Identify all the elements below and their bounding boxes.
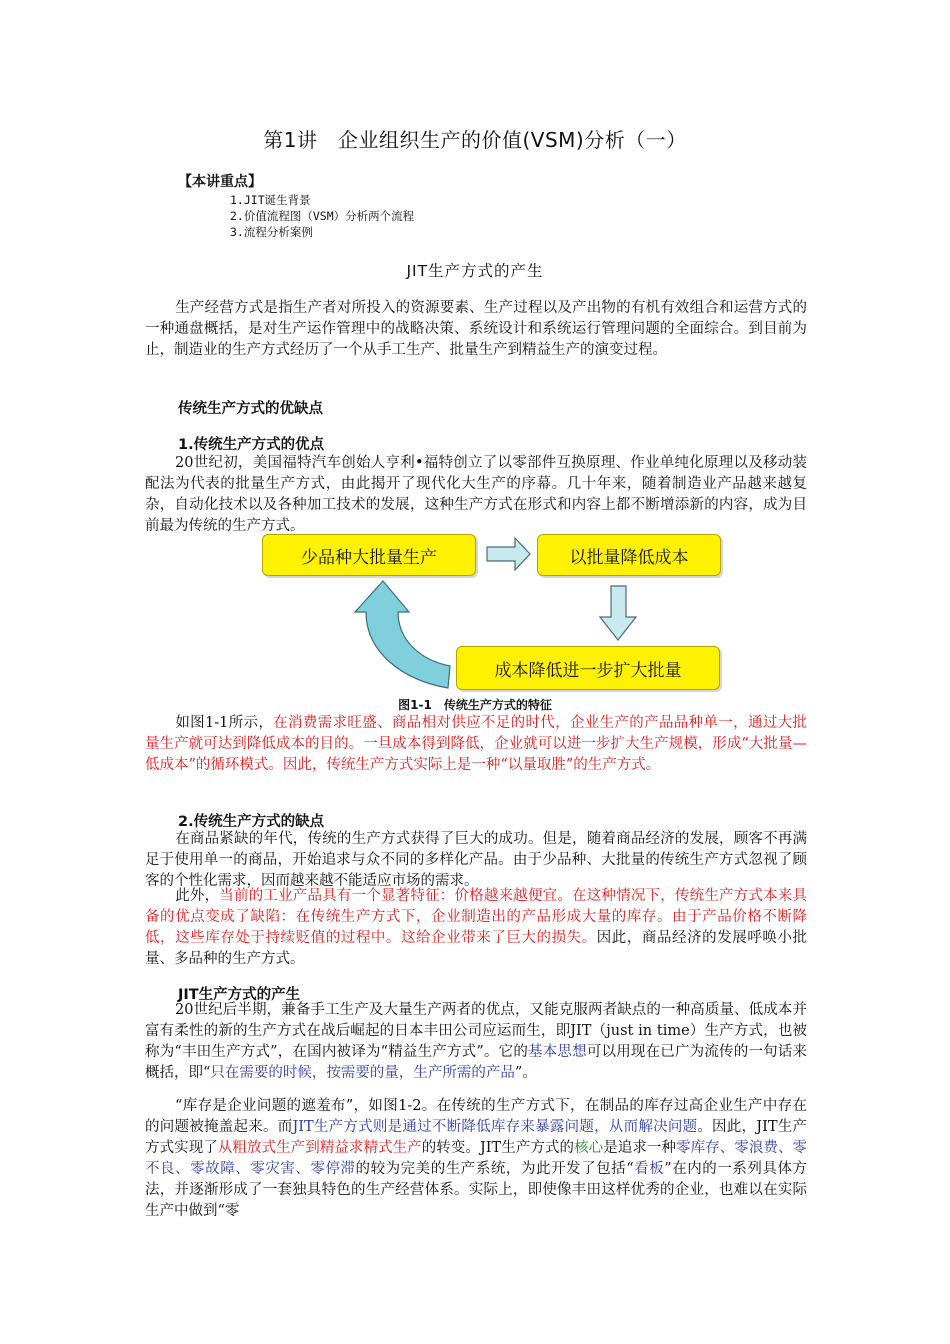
figure-paragraph xyxy=(145,713,807,776)
diagram-box-small-variety-mass-production: 少品种大批量生产 xyxy=(262,534,476,576)
heading-jit: JIT生产方式的产生 xyxy=(178,987,301,1003)
jit2-core: 核心 xyxy=(574,1140,604,1156)
jit2-highlight-d: 从粗放式生产到精益求精式生产 xyxy=(217,1140,422,1156)
jit-paragraph-1 xyxy=(145,1000,807,1084)
jit2-text-e: 的转变。JIT生产方式的 xyxy=(421,1140,575,1156)
disadvantages-tail: 因此，商品经济的发展呼唤小批量、多品种的生产方式。 xyxy=(145,930,808,967)
jit-text-e: ”。 xyxy=(514,1065,537,1081)
advantages-paragraph xyxy=(145,453,807,537)
jit-text-c: 可以用现在已广为流传的一句话来概括，即“ xyxy=(145,1044,808,1081)
figure-paragraph-lead: 如图1-1所示， xyxy=(175,715,274,731)
disadvantages-paragraph-1 xyxy=(145,829,807,892)
jit2-text-c: 。因此，JIT生产方式实现了 xyxy=(145,1119,807,1156)
heading-advantages: 1.传统生产方式的优点 xyxy=(178,437,325,453)
key-points-heading: 【本讲重点】 xyxy=(178,174,262,190)
jit2-text-a: “库存是企业问题的遮羞布”，如图1-2。在传统的生产方式下，在制品的库存过高企业生产中存在的问题被掩盖起来。而 xyxy=(145,1098,807,1135)
key-point-item: 1.JIT诞生背景 xyxy=(230,193,311,207)
jit-basic-idea: 基本思想 xyxy=(528,1044,587,1060)
disadvantages-paragraph-2 xyxy=(145,886,807,970)
heading-disadvantages: 2.传统生产方式的缺点 xyxy=(178,814,325,830)
disadvantages-text-1: 在商品紧缺的年代，传统的生产方式获得了巨大的成功。但是，随着商品经济的发展，顾客不再满足于使用单一的商品，开始追求与众不同的多样化产品。由于少品种、大批量的传统生产方式忽视了顾客的个性化需求，因而越来越不能适应市场的需求。 xyxy=(145,831,807,889)
jit2-text-i: 的较为完美的生产系统，为此开发了包括“ xyxy=(355,1161,634,1177)
jit2-zero-list: 零库存、零浪费、零不良、零故障、零灾害、零停滞 xyxy=(145,1140,808,1177)
right-arrow-icon xyxy=(487,538,530,570)
curved-return-arrow-icon xyxy=(355,581,450,688)
diagram-box-cost-reduction-expand-batch: 成本降低进一步扩大批量 xyxy=(456,646,720,690)
key-point-item: 2.价值流程图（VSM）分析两个流程 xyxy=(230,209,415,223)
jit2-text-g: 是追求一种 xyxy=(603,1140,677,1156)
section-title: JIT生产方式的产生 xyxy=(406,262,544,280)
diagram-box-lower-cost-by-batch: 以批量降低成本 xyxy=(537,534,721,576)
jit-quote: 只在需要的时候，按需要的量，生产所需的产品 xyxy=(210,1065,515,1081)
jit2-text-k: ”在内的一系列具体方法，并逐渐形成了一套独具特色的生产经营体系。实际上，即使像丰田这样优秀的企业，也难以在实际生产中做到“零 xyxy=(145,1161,808,1219)
intro-paragraph xyxy=(145,298,807,361)
jit2-kanban: 看板 xyxy=(633,1161,665,1177)
key-point-item: 3.流程分析案例 xyxy=(230,225,313,239)
disadvantages-highlight: 当前的工业产品具有一个显著特征：价格越来越便宜。在这种情况下，传统生产方式本来具备的优点变成了缺陷：在传统生产方式下，企业制造出的产品形成大量的库存。由于产品价格不断降低，这些库存处于持续贬值的过程中。这给企业带来了巨大的损失。 xyxy=(145,888,808,946)
jit-text-a: 20世纪后半期，兼备手工生产及大量生产两者的优点，又能克服两者缺点的一种高质量、低成本并富有柔性的新的生产方式在战后崛起的日本丰田公司应运而生，即JIT（just in time）生产方式，也被称为“丰田生产方式”，在国内被译为“精益生产方式”。它的 xyxy=(145,1002,807,1060)
figure-paragraph-highlight: 在消费需求旺盛、商品相对供应不足的时代，企业生产的产品品种单一，通过大批量生产就可达到降低成本的目的。一旦成本得到降低，企业就可以进一步扩大生产规模，形成“大批量—低成本”的循环模式。因此，传统生产方式实际上是一种“以量取胜”的生产方式。 xyxy=(145,715,807,773)
intro-text: 生产经营方式是指生产者对所投入的资源要素、生产过程以及产出物的有机有效组合和运营方式的一种通盘概括，是对生产运作管理中的战略决策、系统设计和系统运行管理问题的全面综合。到目前为止，制造业的生产方式经历了一个从手工生产、批量生产到精益生产的演变过程。 xyxy=(145,300,807,358)
disadvantages-lead: 此外， xyxy=(175,888,220,904)
jit2-highlight-b: JIT生产方式则是通过不断降低库存来暴露问题，从而解决问题 xyxy=(292,1119,698,1135)
down-arrow-icon xyxy=(600,586,636,640)
heading-traditional: 传统生产方式的优缺点 xyxy=(178,401,323,417)
page-title: 第1讲 企业组织生产的价值(VSM)分析（一） xyxy=(263,128,687,152)
jit-paragraph-2 xyxy=(145,1096,807,1222)
advantages-text: 20世纪初，美国福特汽车创始人亨利•福特创立了以零部件互换原理、作业单纯化原理以及移动装配法为代表的批量生产方式，由此揭开了现代化大生产的序幕。几十年来，随着制造业产品越来越复杂，自动化技术以及各种加工技术的发展，这种生产方式在形式和内容上都不断增添新的内容，成为目前最为传统的生产方式。 xyxy=(145,455,807,534)
figure-caption: 图1-1 传统生产方式的特征 xyxy=(398,698,552,712)
